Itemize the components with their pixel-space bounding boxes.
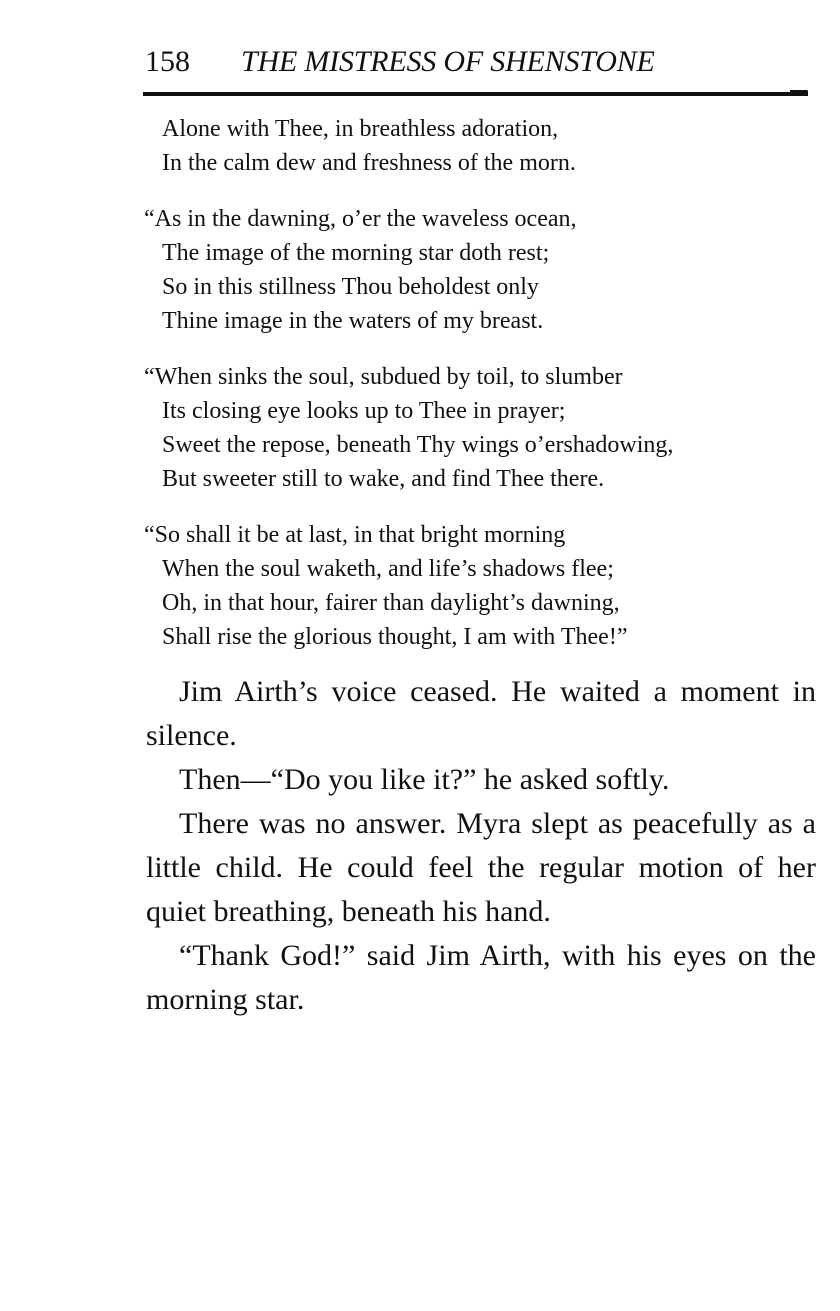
poem-line: In the calm dew and freshness of the morn.	[162, 150, 576, 176]
poem-line: “As in the dawning, o’er the waveless ocean,	[144, 206, 577, 232]
book-title: THE MISTRESS OF SHENSTONE	[241, 45, 655, 78]
paragraph: There was no answer. Myra slept as peacefully as a little child. He could feel the regular motion of her quiet breathing, beneath his hand.	[146, 807, 816, 928]
poem-line: So in this stillness Thou beholdest only	[162, 274, 539, 300]
poem-line: The image of the morning star doth rest;	[162, 240, 550, 266]
poem-line: Its closing eye looks up to Thee in prayer;	[162, 398, 566, 424]
poem-stanza	[138, 112, 818, 180]
poem	[138, 112, 818, 676]
poem-line: But sweeter still to wake, and find Thee there.	[162, 466, 605, 492]
header-rule-ornament	[790, 90, 808, 93]
paragraph: Jim Airth’s voice ceased. He waited a moment in silence.	[146, 675, 816, 752]
poem-line: Oh, in that hour, fairer than daylight’s dawning,	[162, 590, 620, 616]
header-rule	[143, 92, 808, 96]
poem-line: Thine image in the waters of my breast.	[162, 308, 544, 334]
poem-line: Shall rise the glorious thought, I am with Thee!”	[162, 624, 628, 650]
poem-line: “So shall it be at last, in that bright morning	[144, 522, 566, 548]
prose-body	[146, 670, 816, 1022]
paragraph: Then—“Do you like it?” he asked softly.	[179, 763, 670, 796]
page-number: 158	[145, 45, 190, 78]
paragraph: “Thank God!” said Jim Airth, with his eyes on the morning star.	[146, 939, 816, 1016]
poem-line: Alone with Thee, in breathless adoration,	[162, 116, 559, 142]
running-head	[145, 40, 810, 84]
poem-stanza	[138, 360, 818, 496]
poem-line: Sweet the repose, beneath Thy wings o’ershadowing,	[162, 432, 674, 458]
poem-stanza	[138, 518, 818, 654]
poem-line: “When sinks the soul, subdued by toil, to slumber	[144, 364, 623, 390]
poem-stanza	[138, 202, 818, 338]
poem-line: When the soul waketh, and life’s shadows flee;	[162, 556, 614, 582]
